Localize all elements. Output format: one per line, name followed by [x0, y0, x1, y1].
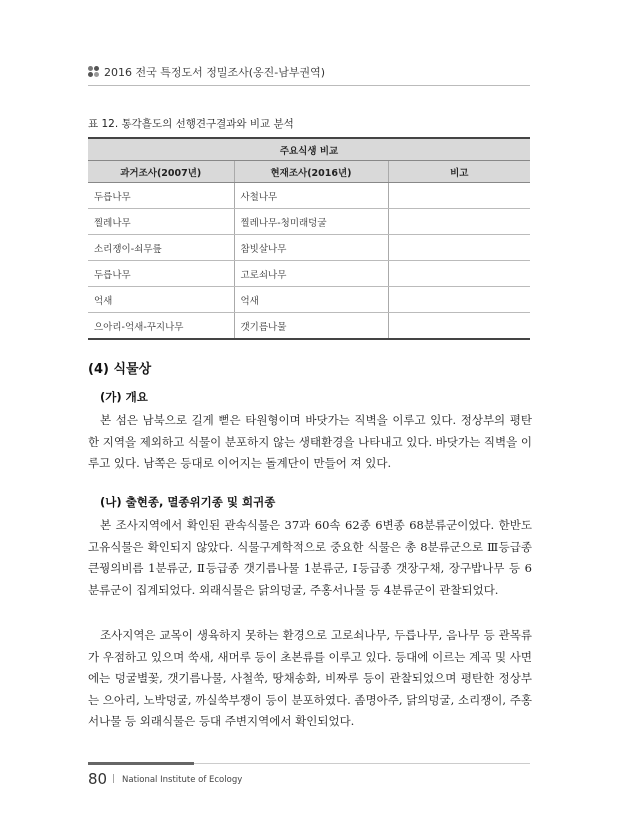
vegetation-comparison-table	[88, 137, 530, 340]
table-caption: 표 12. 통각흘도의 선행견구결과와 비교 분석	[88, 118, 294, 130]
table-group-header: 주요식생 비교	[88, 138, 530, 161]
running-header-title: 2016 전국 특정도서 정밀조사(옹진-남부권역)	[104, 66, 326, 79]
column-header-present: 현재조사(2016년)	[234, 161, 388, 183]
table-cell-past: 두릅나무	[88, 183, 234, 209]
table-row	[88, 235, 530, 261]
section-heading-flora: (4) 식물상	[88, 362, 152, 377]
subheading-species: (나) 출현종, 멸종위기종 및 희귀종	[100, 495, 276, 509]
paragraph-vegetation: 조사지역은 교목이 생육하지 못하는 환경으로 고로쇠나무, 두릅나무, 음나무 등 관목류가 우점하고 있으며 쑥새, 새머루 등이 초본류를 이루고 있다. 등대에 이르는 계곡 및 사면에는 덩굴별꽃, 갯기름나물, 사철쑥, 땅채송화, 비짜루 등이 관찰되었으며 평탄한 정상부는 으아리, 노박덩굴, 까실쑥부쟁이 등이 분포하였다. 좀명아주, 닭의덩굴, 소리쟁이, 주홍서나물 등 외래식물은 등대 주변지역에서 확인되었다.	[88, 628, 532, 728]
table-cell-past: 억새	[88, 287, 234, 313]
page-number: 80	[88, 770, 108, 788]
header-dots-icon	[88, 66, 100, 78]
table-cell-present: 억새	[234, 287, 388, 313]
column-header-remarks: 비고	[388, 161, 530, 183]
column-header-past: 과거조사(2007년)	[88, 161, 234, 183]
paragraph-species: 본 조사지역에서 확인된 관속식물은 37과 60속 62종 6변종 68분류군이었다. 한반도 고유식물은 확인되지 않았다. 식물구계학적으로 중요한 식물은 총 8분류군으로 Ⅲ등급종 큰꿩의비름 1분류군, Ⅱ등급종 갯기름나물 1분류군, Ⅰ등급종 갯장구채, 장구밥나무 등 6분류군이 집계되었다. 외래식물은 닭의덩굴, 주홍서나물 등 4분류군이 관찰되었다.	[88, 518, 532, 597]
table-cell-remarks	[388, 235, 530, 261]
table-cell-past: 소리쟁이-쇠무릎	[88, 235, 234, 261]
table-row	[88, 183, 530, 209]
table-cell-past: 두릅나무	[88, 261, 234, 287]
table-cell-present: 사철나무	[234, 183, 388, 209]
table-row	[88, 287, 530, 313]
table-cell-remarks	[388, 209, 530, 235]
table-cell-past: 찔레나무	[88, 209, 234, 235]
table-cell-remarks	[388, 183, 530, 209]
footer-accent-bar	[88, 762, 194, 765]
table-cell-present: 찔레나무-청미래덩굴	[234, 209, 388, 235]
table-cell-present: 갯기름나물	[234, 313, 388, 340]
table-cell-present: 고로쇠나무	[234, 261, 388, 287]
table-row	[88, 313, 530, 340]
paragraph-overview: 본 섬은 남북으로 길게 뻗은 타원형이며 바닷가는 직벽을 이루고 있다. 정상부의 평탄한 지역을 제외하고 식물이 분포하지 않는 생태환경을 나타내고 있다. 바닷가는 직벽을 이루고 있다. 남쪽은 등대로 이어지는 돌계단이 만들어 져 있다.	[88, 413, 532, 470]
table-cell-past: 으아리-억새-꾸지나무	[88, 313, 234, 340]
table-row	[88, 209, 530, 235]
footer-divider	[194, 763, 530, 764]
footer-institute: National Institute of Ecology	[122, 775, 243, 785]
table-row	[88, 261, 530, 287]
table-cell-remarks	[388, 261, 530, 287]
subheading-overview: (가) 개요	[100, 390, 148, 404]
header-divider	[88, 85, 530, 86]
table-cell-present: 참빗살나무	[234, 235, 388, 261]
footer-separator: |	[112, 774, 116, 784]
table-cell-remarks	[388, 287, 530, 313]
running-header	[88, 64, 530, 84]
table-cell-remarks	[388, 313, 530, 340]
